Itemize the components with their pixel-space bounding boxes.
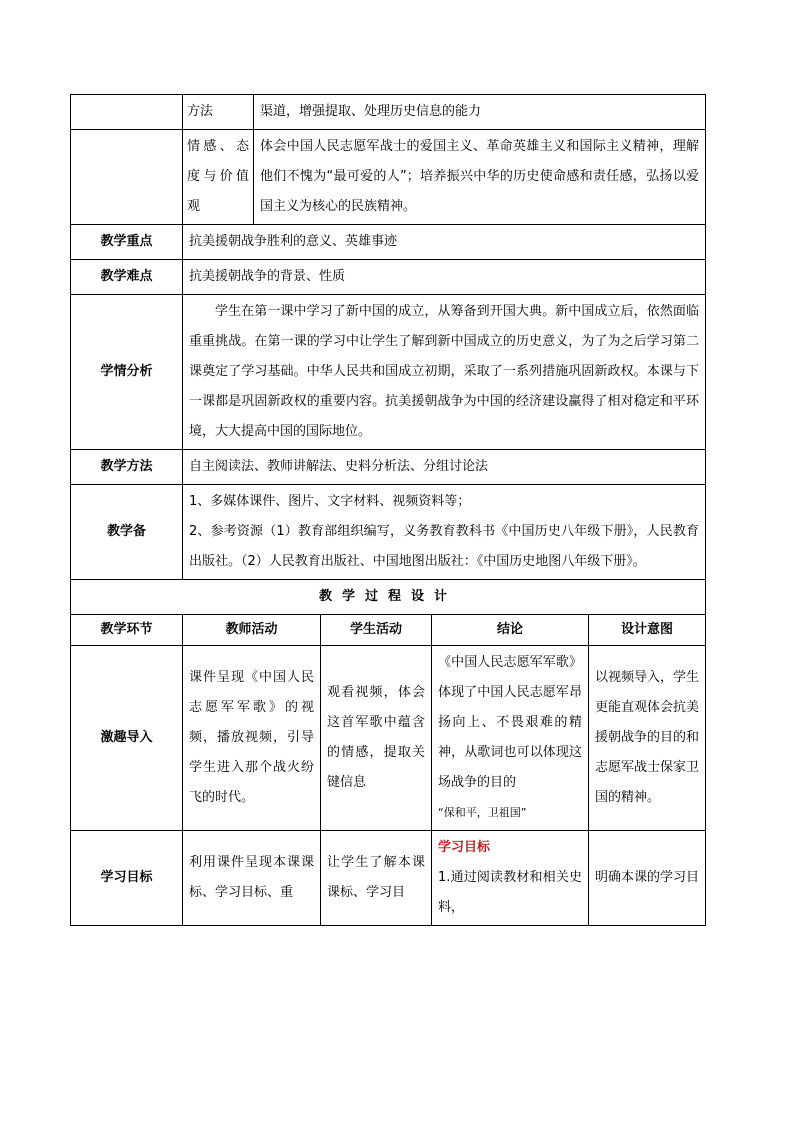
method-content: 渠道，增强提取、处理历史信息的能力: [254, 95, 706, 130]
key-points-label: 教学重点: [71, 225, 183, 260]
intro-conclusion-text: 《中国人民志愿军军歌》体现了中国人民志愿军昂扬向上、不畏艰难的精神，从歌词也可以体现这场战争的目的: [438, 655, 582, 790]
goals-teacher: 利用课件呈现本课课标、学习目标、重: [183, 831, 321, 926]
emotion-label: 情感、态度与价值观: [183, 130, 254, 225]
col-header-conclusion: 结论: [432, 615, 589, 646]
prep-content: [183, 485, 706, 580]
intro-teacher: 课件呈现《中国人民志愿军军歌》的视频，播放视频，引导学生进入那个战火纷飞的时代。: [183, 646, 321, 831]
key-points-content: 抗美援朝战争胜利的意义、英雄事迹: [183, 225, 706, 260]
analysis-label: 学情分析: [71, 295, 183, 450]
emotion-content: 体会中国人民志愿军战士的爱国主义、革命英雄主义和国际主义精神，理解他们不愧为“最可爱的人”；培养振兴中华的历史使命感和责任感，弘扬以爱国主义为核心的民族精神。: [254, 130, 706, 225]
goals-student: 让学生了解本课课标、学习目: [321, 831, 432, 926]
row-process-title: [71, 580, 706, 615]
analysis-content: 学生在第一课中学习了新中国的成立，从筹备到开国大典。新中国成立后，依然面临重重挑战。在第一课的学习中让学生了解到新中国成立的历史意义，为了为之后学习第二课奠定了学习基础。中华人民共和国成立初期，采取了一系列措施巩固新政权。本课与下一课都是巩固新政权的重要内容。抗美援朝战争为中国的经济建设赢得了相对稳定和平环境，大大提高中国的国际地位。: [183, 295, 706, 450]
row-column-headers: [71, 615, 706, 646]
row-analysis: [71, 295, 706, 450]
row-methods: [71, 450, 706, 485]
method-blank: [71, 95, 183, 130]
difficulty-label: 教学难点: [71, 260, 183, 295]
prep-line-1: 1、多媒体课件、图片、文字材料、视频资料等；: [189, 494, 471, 509]
row-method: [71, 95, 706, 130]
process-title: 教学过程设计: [71, 580, 706, 615]
methods-label: 教学方法: [71, 450, 183, 485]
difficulty-content: 抗美援朝战争的背景、性质: [183, 260, 706, 295]
row-goals: [71, 831, 706, 926]
prep-line-2: 2、参考资源（1）教育部组织编写，义务教育教科书《中国历史八年级下册》，人民教育出版社。（2）人民教育出版社、中国地图出版社：《中国历史地图八年级下册》。: [189, 524, 700, 569]
intro-student: 观看视频，体会这首军歌中蕴含的情感，提取关键信息: [321, 646, 432, 831]
goals-conclusion-text: 1.通过阅读教材和相关史料，: [438, 870, 582, 915]
methods-content: 自主阅读法、教师讲解法、史料分析法、分组讨论法: [183, 450, 706, 485]
lesson-plan-table: [70, 94, 706, 926]
row-key-points: [71, 225, 706, 260]
col-header-student: 学生活动: [321, 615, 432, 646]
emotion-blank: [71, 130, 183, 225]
intro-conclusion: [432, 646, 589, 831]
goals-conclusion: [432, 831, 589, 926]
goals-stage: 学习目标: [71, 831, 183, 926]
method-label: 方法: [183, 95, 254, 130]
row-difficulty: [71, 260, 706, 295]
col-header-teacher: 教师活动: [183, 615, 321, 646]
goals-conclusion-title: 学习目标: [438, 840, 491, 855]
row-prep: [71, 485, 706, 580]
row-emotion: [71, 130, 706, 225]
prep-label: 教学备: [71, 485, 183, 580]
goals-intent: 明确本课的学习目: [589, 831, 706, 926]
col-header-intent: 设计意图: [589, 615, 706, 646]
row-intro: [71, 646, 706, 831]
col-header-stage: 教学环节: [71, 615, 183, 646]
intro-intent: 以视频导入，学生更能直观体会抗美援朝战争的目的和志愿军战士保家卫国的精神。: [589, 646, 706, 831]
intro-conclusion-quote: “保和平，卫祖国”: [438, 806, 527, 819]
intro-stage: 激趣导入: [71, 646, 183, 831]
